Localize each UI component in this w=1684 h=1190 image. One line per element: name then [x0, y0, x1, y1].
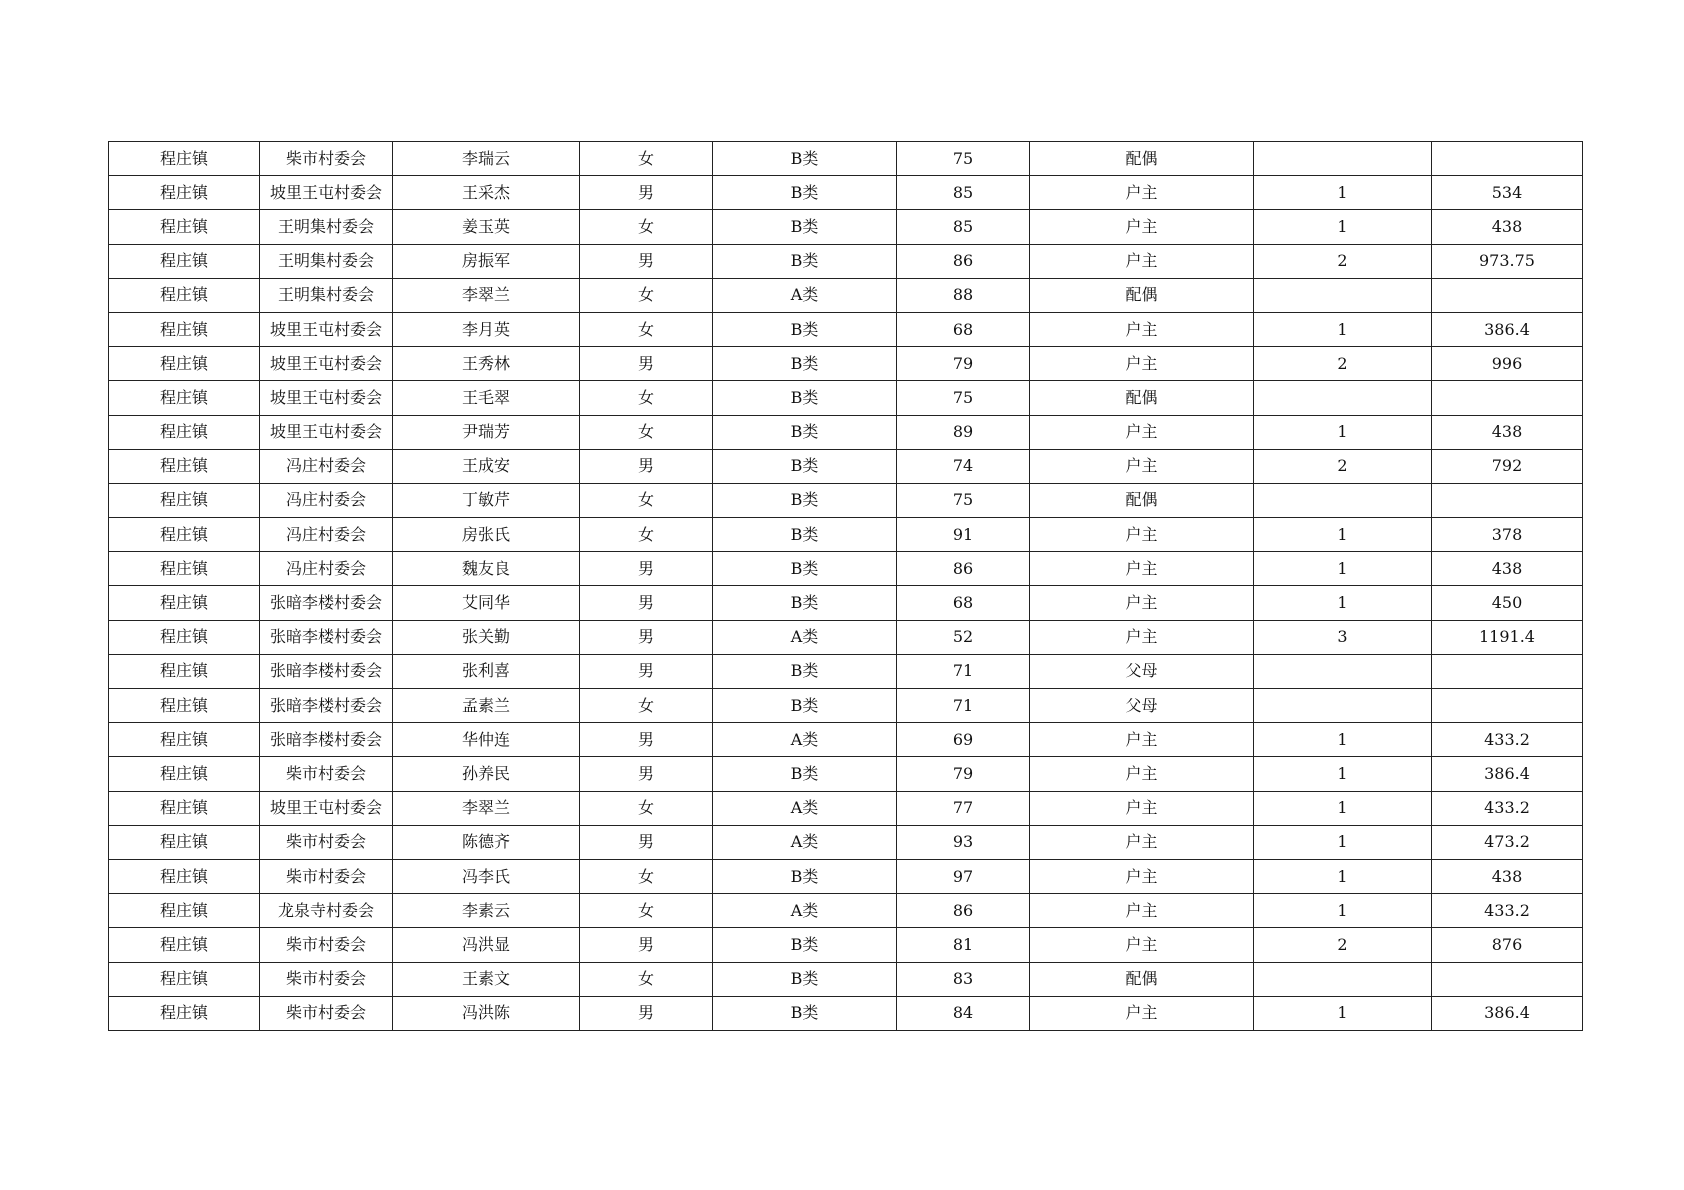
age-cell: 86 — [897, 244, 1030, 278]
town-cell: 程庄镇 — [109, 176, 260, 210]
category-cell: B类 — [713, 996, 897, 1030]
amount-cell: 876 — [1432, 928, 1583, 962]
age-cell: 71 — [897, 689, 1030, 723]
village-committee-cell: 张暗李楼村委会 — [260, 654, 393, 688]
amount-cell: 433.2 — [1432, 791, 1583, 825]
gender-cell: 男 — [580, 586, 713, 620]
village-committee-cell: 柴市村委会 — [260, 996, 393, 1030]
category-cell: B类 — [713, 347, 897, 381]
table-row — [109, 928, 1583, 962]
age-cell: 68 — [897, 312, 1030, 346]
village-committee-cell: 张暗李楼村委会 — [260, 723, 393, 757]
town-cell: 程庄镇 — [109, 381, 260, 415]
village-committee-cell: 坡里王屯村委会 — [260, 381, 393, 415]
relation-cell: 户主 — [1030, 586, 1254, 620]
relation-cell: 配偶 — [1030, 278, 1254, 312]
age-cell: 84 — [897, 996, 1030, 1030]
village-committee-cell: 龙泉寺村委会 — [260, 894, 393, 928]
amount-cell: 792 — [1432, 449, 1583, 483]
table-row — [109, 142, 1583, 176]
relation-cell: 户主 — [1030, 996, 1254, 1030]
relation-cell: 户主 — [1030, 928, 1254, 962]
town-cell: 程庄镇 — [109, 757, 260, 791]
gender-cell: 女 — [580, 689, 713, 723]
town-cell: 程庄镇 — [109, 312, 260, 346]
category-cell: B类 — [713, 654, 897, 688]
household-count-cell: 1 — [1254, 176, 1432, 210]
age-cell: 69 — [897, 723, 1030, 757]
relation-cell: 户主 — [1030, 244, 1254, 278]
village-committee-cell: 冯庄村委会 — [260, 483, 393, 517]
gender-cell: 女 — [580, 483, 713, 517]
gender-cell: 男 — [580, 620, 713, 654]
village-committee-cell: 柴市村委会 — [260, 757, 393, 791]
table-row — [109, 654, 1583, 688]
household-count-cell — [1254, 654, 1432, 688]
household-count-cell: 1 — [1254, 552, 1432, 586]
category-cell: B类 — [713, 859, 897, 893]
gender-cell: 女 — [580, 210, 713, 244]
category-cell: B类 — [713, 928, 897, 962]
relation-cell: 配偶 — [1030, 142, 1254, 176]
name-cell: 李素云 — [393, 894, 580, 928]
village-committee-cell: 坡里王屯村委会 — [260, 791, 393, 825]
table-row — [109, 723, 1583, 757]
age-cell: 71 — [897, 654, 1030, 688]
data-table — [108, 141, 1583, 1031]
village-committee-cell: 柴市村委会 — [260, 859, 393, 893]
age-cell: 97 — [897, 859, 1030, 893]
village-committee-cell: 张暗李楼村委会 — [260, 620, 393, 654]
category-cell: B类 — [713, 381, 897, 415]
name-cell: 冯李氏 — [393, 859, 580, 893]
gender-cell: 男 — [580, 757, 713, 791]
town-cell: 程庄镇 — [109, 449, 260, 483]
table-row — [109, 518, 1583, 552]
town-cell: 程庄镇 — [109, 723, 260, 757]
name-cell: 孙养民 — [393, 757, 580, 791]
relation-cell: 户主 — [1030, 894, 1254, 928]
relation-cell: 户主 — [1030, 210, 1254, 244]
amount-cell: 438 — [1432, 210, 1583, 244]
name-cell: 丁敏芹 — [393, 483, 580, 517]
relation-cell: 户主 — [1030, 449, 1254, 483]
relation-cell: 户主 — [1030, 791, 1254, 825]
amount-cell — [1432, 654, 1583, 688]
town-cell: 程庄镇 — [109, 894, 260, 928]
age-cell: 74 — [897, 449, 1030, 483]
age-cell: 52 — [897, 620, 1030, 654]
gender-cell: 女 — [580, 415, 713, 449]
name-cell: 艾同华 — [393, 586, 580, 620]
village-committee-cell: 柴市村委会 — [260, 962, 393, 996]
relation-cell: 配偶 — [1030, 381, 1254, 415]
household-count-cell: 1 — [1254, 859, 1432, 893]
amount-cell: 996 — [1432, 347, 1583, 381]
name-cell: 李瑞云 — [393, 142, 580, 176]
town-cell: 程庄镇 — [109, 962, 260, 996]
category-cell: B类 — [713, 244, 897, 278]
household-count-cell: 3 — [1254, 620, 1432, 654]
age-cell: 93 — [897, 825, 1030, 859]
category-cell: B类 — [713, 962, 897, 996]
town-cell: 程庄镇 — [109, 483, 260, 517]
relation-cell: 户主 — [1030, 825, 1254, 859]
table-row — [109, 894, 1583, 928]
household-count-cell: 2 — [1254, 928, 1432, 962]
age-cell: 86 — [897, 552, 1030, 586]
gender-cell: 男 — [580, 449, 713, 483]
name-cell: 王成安 — [393, 449, 580, 483]
age-cell: 79 — [897, 757, 1030, 791]
table-row — [109, 757, 1583, 791]
amount-cell: 386.4 — [1432, 757, 1583, 791]
category-cell: B类 — [713, 483, 897, 517]
gender-cell: 女 — [580, 859, 713, 893]
town-cell: 程庄镇 — [109, 518, 260, 552]
name-cell: 房张氏 — [393, 518, 580, 552]
household-count-cell: 2 — [1254, 449, 1432, 483]
town-cell: 程庄镇 — [109, 928, 260, 962]
table-row — [109, 176, 1583, 210]
amount-cell: 438 — [1432, 552, 1583, 586]
gender-cell: 女 — [580, 962, 713, 996]
amount-cell: 438 — [1432, 415, 1583, 449]
category-cell: B类 — [713, 176, 897, 210]
amount-cell: 433.2 — [1432, 894, 1583, 928]
table-row — [109, 620, 1583, 654]
relation-cell: 户主 — [1030, 620, 1254, 654]
household-count-cell: 1 — [1254, 586, 1432, 620]
name-cell: 姜玉英 — [393, 210, 580, 244]
relation-cell: 户主 — [1030, 723, 1254, 757]
village-committee-cell: 王明集村委会 — [260, 278, 393, 312]
amount-cell — [1432, 142, 1583, 176]
gender-cell: 男 — [580, 176, 713, 210]
category-cell: B类 — [713, 210, 897, 244]
name-cell: 王采杰 — [393, 176, 580, 210]
table-row — [109, 415, 1583, 449]
amount-cell: 378 — [1432, 518, 1583, 552]
town-cell: 程庄镇 — [109, 689, 260, 723]
gender-cell: 男 — [580, 996, 713, 1030]
gender-cell: 女 — [580, 518, 713, 552]
village-committee-cell: 冯庄村委会 — [260, 552, 393, 586]
village-committee-cell: 坡里王屯村委会 — [260, 347, 393, 381]
age-cell: 85 — [897, 210, 1030, 244]
village-committee-cell: 柴市村委会 — [260, 928, 393, 962]
table-row — [109, 381, 1583, 415]
household-count-cell — [1254, 381, 1432, 415]
category-cell: B类 — [713, 312, 897, 346]
age-cell: 75 — [897, 381, 1030, 415]
table-row — [109, 859, 1583, 893]
age-cell: 86 — [897, 894, 1030, 928]
household-count-cell: 1 — [1254, 791, 1432, 825]
village-committee-cell: 柴市村委会 — [260, 825, 393, 859]
gender-cell: 男 — [580, 244, 713, 278]
relation-cell: 户主 — [1030, 859, 1254, 893]
town-cell: 程庄镇 — [109, 825, 260, 859]
category-cell: B类 — [713, 689, 897, 723]
category-cell: A类 — [713, 825, 897, 859]
household-count-cell — [1254, 962, 1432, 996]
name-cell: 冯洪显 — [393, 928, 580, 962]
town-cell: 程庄镇 — [109, 415, 260, 449]
relation-cell: 父母 — [1030, 689, 1254, 723]
relation-cell: 户主 — [1030, 757, 1254, 791]
gender-cell: 女 — [580, 381, 713, 415]
household-count-cell: 2 — [1254, 244, 1432, 278]
household-count-cell: 1 — [1254, 825, 1432, 859]
table-body — [109, 142, 1583, 1031]
relation-cell: 配偶 — [1030, 962, 1254, 996]
village-committee-cell: 坡里王屯村委会 — [260, 415, 393, 449]
amount-cell: 386.4 — [1432, 996, 1583, 1030]
relation-cell: 父母 — [1030, 654, 1254, 688]
name-cell: 孟素兰 — [393, 689, 580, 723]
town-cell: 程庄镇 — [109, 278, 260, 312]
table-row — [109, 825, 1583, 859]
table-row — [109, 552, 1583, 586]
household-count-cell — [1254, 689, 1432, 723]
table-row — [109, 689, 1583, 723]
name-cell: 李翠兰 — [393, 791, 580, 825]
household-count-cell: 1 — [1254, 894, 1432, 928]
table-row — [109, 347, 1583, 381]
gender-cell: 女 — [580, 278, 713, 312]
household-count-cell — [1254, 278, 1432, 312]
category-cell: B类 — [713, 757, 897, 791]
household-count-cell — [1254, 142, 1432, 176]
village-committee-cell: 王明集村委会 — [260, 244, 393, 278]
category-cell: A类 — [713, 620, 897, 654]
town-cell: 程庄镇 — [109, 791, 260, 825]
gender-cell: 男 — [580, 347, 713, 381]
household-count-cell — [1254, 483, 1432, 517]
name-cell: 华仲连 — [393, 723, 580, 757]
amount-cell: 473.2 — [1432, 825, 1583, 859]
amount-cell: 450 — [1432, 586, 1583, 620]
household-count-cell: 2 — [1254, 347, 1432, 381]
table-row — [109, 278, 1583, 312]
amount-cell: 433.2 — [1432, 723, 1583, 757]
amount-cell: 973.75 — [1432, 244, 1583, 278]
name-cell: 陈德齐 — [393, 825, 580, 859]
table-row — [109, 210, 1583, 244]
name-cell: 房振军 — [393, 244, 580, 278]
gender-cell: 女 — [580, 894, 713, 928]
age-cell: 89 — [897, 415, 1030, 449]
age-cell: 88 — [897, 278, 1030, 312]
relation-cell: 户主 — [1030, 347, 1254, 381]
table-row — [109, 312, 1583, 346]
relation-cell: 户主 — [1030, 518, 1254, 552]
age-cell: 91 — [897, 518, 1030, 552]
village-committee-cell: 柴市村委会 — [260, 142, 393, 176]
household-count-cell: 1 — [1254, 996, 1432, 1030]
amount-cell: 438 — [1432, 859, 1583, 893]
table-row — [109, 244, 1583, 278]
amount-cell: 386.4 — [1432, 312, 1583, 346]
relation-cell: 户主 — [1030, 552, 1254, 586]
gender-cell: 男 — [580, 825, 713, 859]
relation-cell: 配偶 — [1030, 483, 1254, 517]
household-count-cell: 1 — [1254, 518, 1432, 552]
household-count-cell: 1 — [1254, 210, 1432, 244]
household-count-cell: 1 — [1254, 415, 1432, 449]
category-cell: B类 — [713, 142, 897, 176]
name-cell: 张关勤 — [393, 620, 580, 654]
category-cell: B类 — [713, 449, 897, 483]
gender-cell: 男 — [580, 928, 713, 962]
gender-cell: 女 — [580, 312, 713, 346]
category-cell: A类 — [713, 791, 897, 825]
household-count-cell: 1 — [1254, 757, 1432, 791]
town-cell: 程庄镇 — [109, 210, 260, 244]
age-cell: 77 — [897, 791, 1030, 825]
age-cell: 79 — [897, 347, 1030, 381]
town-cell: 程庄镇 — [109, 552, 260, 586]
name-cell: 张利喜 — [393, 654, 580, 688]
gender-cell: 男 — [580, 723, 713, 757]
category-cell: A类 — [713, 894, 897, 928]
town-cell: 程庄镇 — [109, 586, 260, 620]
table-row — [109, 996, 1583, 1030]
category-cell: A类 — [713, 278, 897, 312]
name-cell: 尹瑞芳 — [393, 415, 580, 449]
table-row — [109, 483, 1583, 517]
name-cell: 李月英 — [393, 312, 580, 346]
relation-cell: 户主 — [1030, 415, 1254, 449]
relation-cell: 户主 — [1030, 176, 1254, 210]
village-committee-cell: 张暗李楼村委会 — [260, 586, 393, 620]
amount-cell: 1191.4 — [1432, 620, 1583, 654]
name-cell: 李翠兰 — [393, 278, 580, 312]
relation-cell: 户主 — [1030, 312, 1254, 346]
town-cell: 程庄镇 — [109, 654, 260, 688]
age-cell: 83 — [897, 962, 1030, 996]
category-cell: B类 — [713, 552, 897, 586]
town-cell: 程庄镇 — [109, 859, 260, 893]
name-cell: 王毛翠 — [393, 381, 580, 415]
gender-cell: 男 — [580, 654, 713, 688]
household-count-cell: 1 — [1254, 312, 1432, 346]
gender-cell: 女 — [580, 791, 713, 825]
table-row — [109, 449, 1583, 483]
category-cell: B类 — [713, 586, 897, 620]
village-committee-cell: 张暗李楼村委会 — [260, 689, 393, 723]
gender-cell: 男 — [580, 552, 713, 586]
age-cell: 75 — [897, 142, 1030, 176]
village-committee-cell: 坡里王屯村委会 — [260, 312, 393, 346]
category-cell: B类 — [713, 518, 897, 552]
age-cell: 85 — [897, 176, 1030, 210]
name-cell: 冯洪陈 — [393, 996, 580, 1030]
name-cell: 王秀林 — [393, 347, 580, 381]
village-committee-cell: 王明集村委会 — [260, 210, 393, 244]
table-row — [109, 586, 1583, 620]
amount-cell — [1432, 689, 1583, 723]
age-cell: 81 — [897, 928, 1030, 962]
village-committee-cell: 冯庄村委会 — [260, 449, 393, 483]
age-cell: 75 — [897, 483, 1030, 517]
amount-cell — [1432, 381, 1583, 415]
amount-cell — [1432, 962, 1583, 996]
amount-cell — [1432, 278, 1583, 312]
gender-cell: 女 — [580, 142, 713, 176]
name-cell: 魏友良 — [393, 552, 580, 586]
amount-cell — [1432, 483, 1583, 517]
village-committee-cell: 冯庄村委会 — [260, 518, 393, 552]
age-cell: 68 — [897, 586, 1030, 620]
town-cell: 程庄镇 — [109, 996, 260, 1030]
category-cell: A类 — [713, 723, 897, 757]
town-cell: 程庄镇 — [109, 244, 260, 278]
amount-cell: 534 — [1432, 176, 1583, 210]
table-row — [109, 791, 1583, 825]
table-row — [109, 962, 1583, 996]
category-cell: B类 — [713, 415, 897, 449]
town-cell: 程庄镇 — [109, 620, 260, 654]
household-count-cell: 1 — [1254, 723, 1432, 757]
town-cell: 程庄镇 — [109, 347, 260, 381]
town-cell: 程庄镇 — [109, 142, 260, 176]
name-cell: 王素文 — [393, 962, 580, 996]
village-committee-cell: 坡里王屯村委会 — [260, 176, 393, 210]
